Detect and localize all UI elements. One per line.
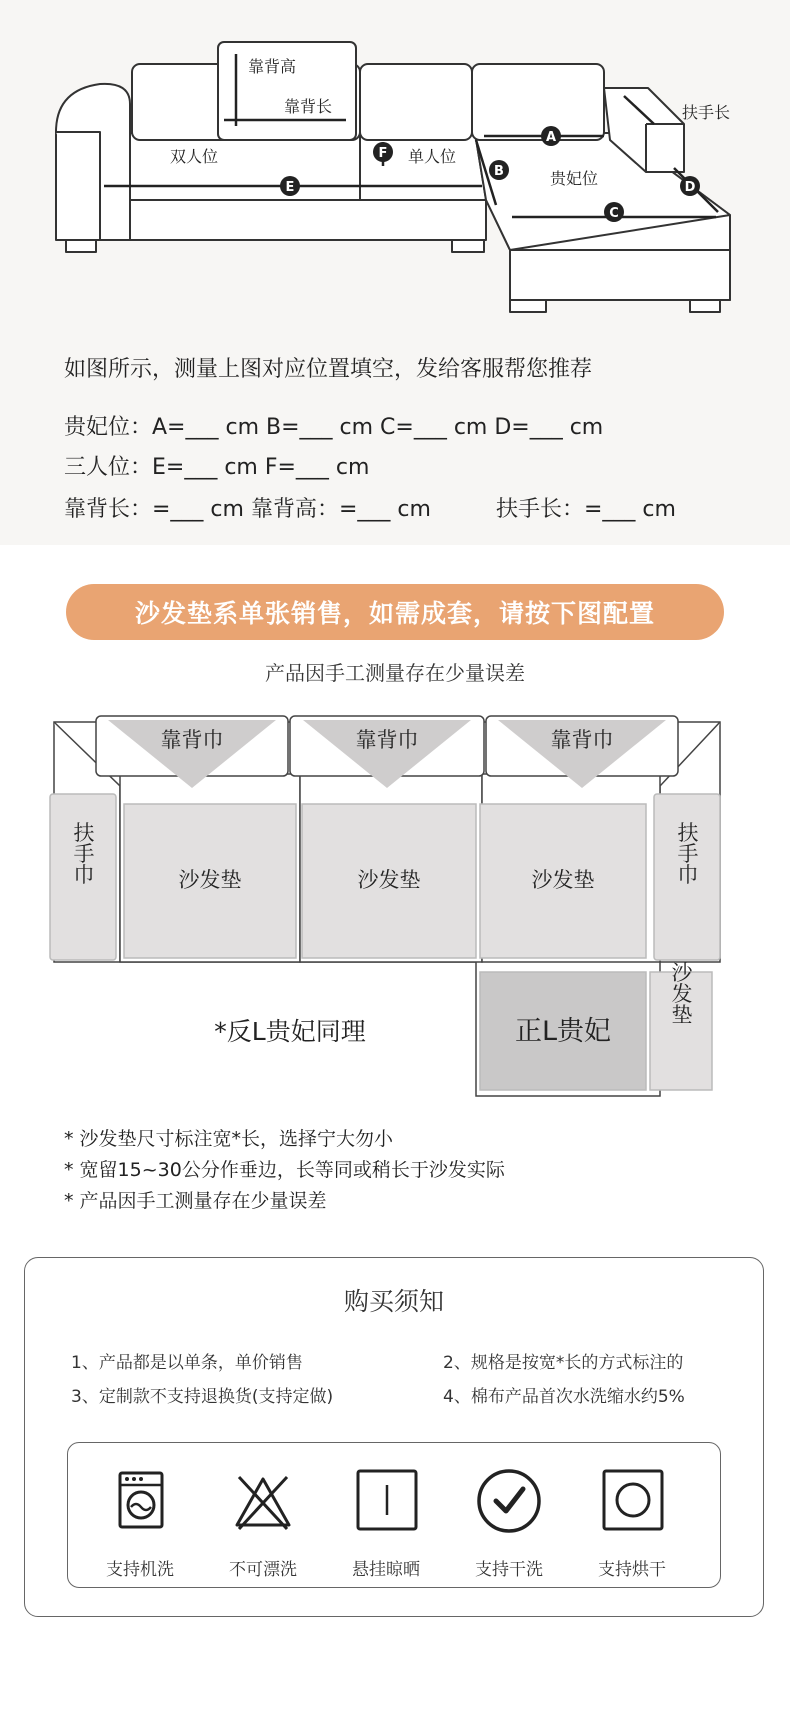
cushion-label-1: 沙发垫 — [178, 868, 242, 892]
care-item-dry-clean — [449, 1461, 569, 1580]
cushion-layout-diagram — [0, 700, 790, 1100]
armrest-towel-label-right: 扶手巾 — [675, 821, 699, 885]
label-back-height: 靠背高 — [248, 57, 297, 76]
side-cushion-label: 沙发垫 — [669, 961, 693, 1025]
label-b: B — [494, 164, 504, 179]
instruction-line-4a: 靠背长：=___ cm 靠背高：=___ cm — [64, 497, 431, 522]
cushion-label-2: 沙发垫 — [357, 868, 421, 892]
no-bleach-icon — [223, 1461, 303, 1541]
care-item-tumble-dry — [572, 1461, 692, 1580]
back-towel-label-2: 靠背巾 — [355, 728, 419, 752]
back-towel-label-3: 靠背巾 — [550, 728, 614, 752]
rule-2: 2、规格是按宽*长的方式标注的 — [443, 1353, 684, 1373]
corner-l-label: 正L贵妃 — [514, 1016, 612, 1047]
rule-3: 3、定制款不支持退换货(支持定做) — [71, 1387, 334, 1407]
label-e: E — [285, 180, 295, 195]
instruction-line-3: 三人位：E=___ cm F=___ cm — [64, 455, 370, 480]
instruction-line-1: 如图所示，测量上图对应位置填空，发给客服帮您推荐 — [64, 357, 593, 382]
label-a: A — [545, 130, 557, 145]
purchase-notice-card — [24, 1257, 764, 1617]
note-3: * 产品因手工测量存在少量误差 — [64, 1190, 327, 1212]
care-label-tumble-dry: 支持烘干 — [598, 1560, 666, 1580]
sofa-measurement-diagram — [0, 0, 790, 330]
rule-4: 4、棉布产品首次水洗缩水约5% — [443, 1387, 685, 1407]
care-label-dry-clean: 支持干洗 — [475, 1560, 543, 1580]
label-chaise: 贵妃位 — [550, 169, 599, 188]
label-armrest-length: 扶手长 — [682, 103, 731, 122]
hang-dry-icon — [346, 1461, 426, 1541]
label-c: C — [609, 206, 619, 221]
instruction-line-4b: 扶手长：=___ cm — [496, 497, 676, 522]
note-1: * 沙发垫尺寸标注宽*长，选择宁大勿小 — [64, 1128, 394, 1150]
measurement-error-note: 产品因手工测量存在少量误差 — [265, 661, 525, 685]
tumble-dry-icon — [592, 1461, 672, 1541]
care-item-no-bleach — [203, 1461, 323, 1580]
instruction-line-2: 贵妃位：A=___ cm B=___ cm C=___ cm D=___ cm — [64, 415, 604, 440]
label-d: D — [684, 180, 696, 195]
cushion-label-3: 沙发垫 — [531, 868, 595, 892]
armrest-towel-label-left: 扶手巾 — [71, 821, 95, 885]
rule-1: 1、产品都是以单条，单价销售 — [71, 1353, 303, 1373]
label-back-length: 靠背长 — [284, 97, 333, 116]
care-label-hang-dry: 悬挂晾晒 — [352, 1560, 420, 1580]
note-2: * 宽留15~30公分作垂边，长等同或稍长于沙发实际 — [64, 1159, 505, 1181]
label-single-seat: 单人位 — [408, 147, 457, 166]
sales-banner: 沙发垫系单张销售，如需成套，请按下图配置 — [66, 584, 724, 640]
care-item-machine-wash — [80, 1461, 200, 1580]
dry-clean-icon — [469, 1461, 549, 1541]
reverse-l-note: *反L贵妃同理 — [214, 1017, 366, 1046]
care-label-machine-wash: 支持机洗 — [106, 1560, 174, 1580]
care-label-no-bleach: 不可漂洗 — [229, 1560, 297, 1580]
label-f: F — [378, 146, 388, 161]
back-towel-label-1: 靠背巾 — [160, 728, 224, 752]
label-double-seat: 双人位 — [170, 147, 219, 166]
care-instructions — [67, 1442, 721, 1588]
machine-wash-icon — [100, 1461, 180, 1541]
measurement-section — [0, 0, 790, 545]
purchase-notice-title: 购买须知 — [343, 1287, 444, 1316]
care-item-hang-dry — [326, 1461, 446, 1580]
